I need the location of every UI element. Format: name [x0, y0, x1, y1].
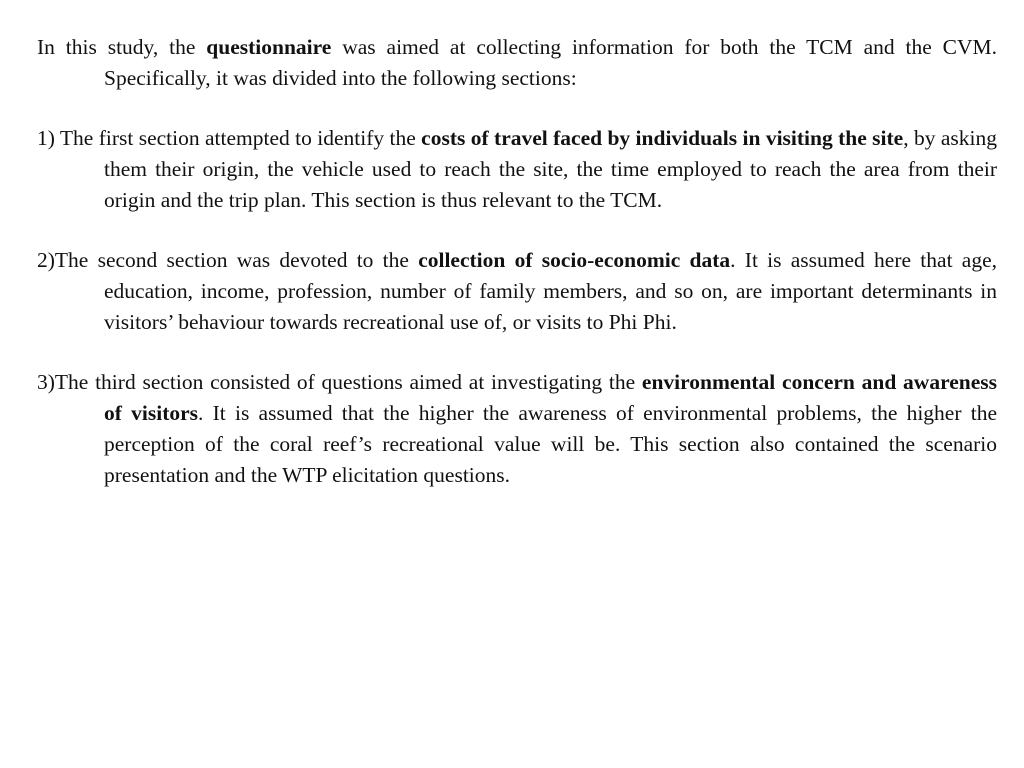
section-1-paragraph [37, 123, 997, 216]
text-run: 3)The third section consisted of questions aimed at investigating the [37, 370, 642, 394]
intro-paragraph [37, 32, 997, 94]
text-run: 1) The first section attempted to identify the [37, 126, 422, 150]
text-run: 2)The second section was devoted to the [37, 248, 419, 272]
text-run: was aimed at collecting information for both the TCM and the CVM. Specifically, it was divided into the following sections: [104, 35, 997, 90]
bold-text-run: costs of travel faced by individuals in visiting the site [421, 126, 904, 150]
bold-text-run: collection of socio-economic data [418, 248, 731, 272]
text-run: , by asking them their origin, the vehicle used to reach the site, the time employed to reach the area from their origin and the trip plan. This section is thus relevant to the TCM. [104, 126, 997, 212]
section-2-paragraph [37, 245, 997, 338]
text-run: In this study, the [37, 35, 207, 59]
bold-text-run: environmental concern and awareness of visitors [104, 370, 997, 425]
text-run: . It is assumed that the higher the awareness of environmental problems, the higher the perception of the coral reef’s recreational value will be. This section also contained the scenario presentation and the WTP elicitation questions. [104, 401, 997, 487]
slide-body [37, 32, 997, 520]
text-run: . It is assumed here that age, education, income, profession, number of family members, and so on, are important determinants in visitors’ behaviour towards recreational use of, or visits to Phi Phi. [104, 248, 998, 334]
section-3-paragraph [37, 367, 997, 491]
bold-text-run: questionnaire [206, 35, 332, 59]
